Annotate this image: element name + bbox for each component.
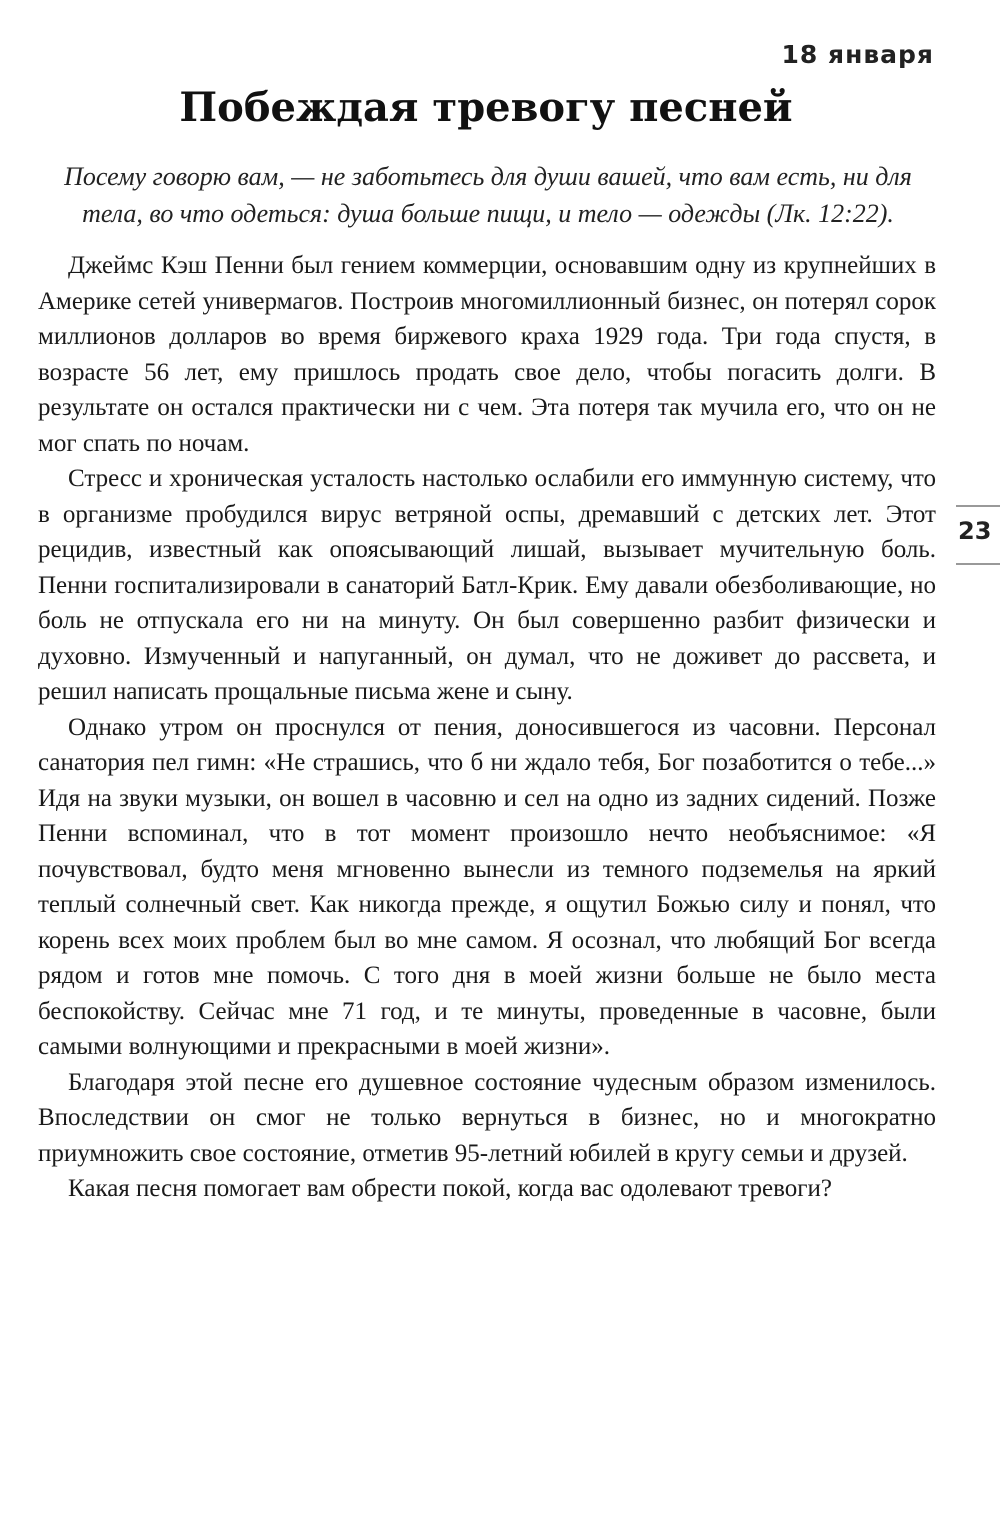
page-date: 18 января	[781, 40, 934, 69]
page-number: 23	[958, 517, 992, 545]
paragraph-2: Стресс и хроническая усталость настолько ослабили его иммунную систему, что в организме пробудился вирус ветряной оспы, дремавший с детских лет. Этот рецидив, известный как опоясывающий лишай, вызывает мучительную боль. Пенни госпитализировали в санаторий Батл-Крик. Ему давали обезболивающие, но боль не отпускала его ни на минуту. Он был совершенно разбит физически и духовно. Измученный и напуганный, он думал, что не доживет до рассвета, и решил написать прощальные письма жене и сыну.	[38, 465, 936, 705]
page-number-tab	[956, 505, 1000, 565]
page-title: Побеждая тревогу песней	[179, 84, 793, 131]
paragraph-5: Какая песня помогает вам обрести покой, когда вас одолевают тревоги?	[68, 1175, 832, 1202]
paragraph-4: Благодаря этой песне его душевное состояние чудесным образом изменилось. Впоследствии он смог не только вернуться в бизнес, но и многократно приумножить свое состояние, отметив 95-летний юбилей в кругу семьи и друзей.	[38, 1068, 936, 1167]
paragraph-1: Джеймс Кэш Пенни был гением коммерции, основавшим одну из крупнейших в Америке сетей универмагов. Построив многомиллионный бизнес, он потерял сорок миллионов долларов во время биржевого краха 1929 года. Три года спустя, в возрасте 56 лет, ему пришлось продать свое дело, чтобы погасить долги. В результате он остался практически ни с чем. Эта потеря так мучила его, что он не мог спать по ночам.	[38, 252, 936, 457]
epigraph-quote: Посему говорю вам, — не заботьтесь для души вашей, что вам есть, ни для тела, во что одеться: душа больше пищи, и тело — одежды (Лк. 12:22).	[64, 162, 912, 228]
tab-divider-bottom	[956, 563, 1000, 565]
article-body	[38, 248, 936, 1207]
tab-divider-top	[956, 505, 1000, 507]
paragraph-3: Однако утром он проснулся от пения, доносившегося из часовни. Персонал санатория пел гимн: «Не страшись, что б ни ждало тебя, Бог позаботится о тебе...» Идя на звуки музыки, он вошел в часовню и сел на одно из задних сидений. Позже Пенни вспоминал, что в тот момент произошло нечто необъяснимое: «Я почувствовал, будто меня мгновенно вынесли из темного подземелья на яркий теплый солнечный свет. Как никогда прежде, я ощутил Божью силу и понял, что корень всех моих проблем был во мне самом. Я осознал, что любящий Бог всегда рядом и готов мне помочь. С того дня в моей жизни больше не было места беспокойству. Сейчас мне 71 год, и те минуты, проведенные в часовне, были самыми волнующими и прекрасными в моей жизни».	[38, 713, 936, 1060]
